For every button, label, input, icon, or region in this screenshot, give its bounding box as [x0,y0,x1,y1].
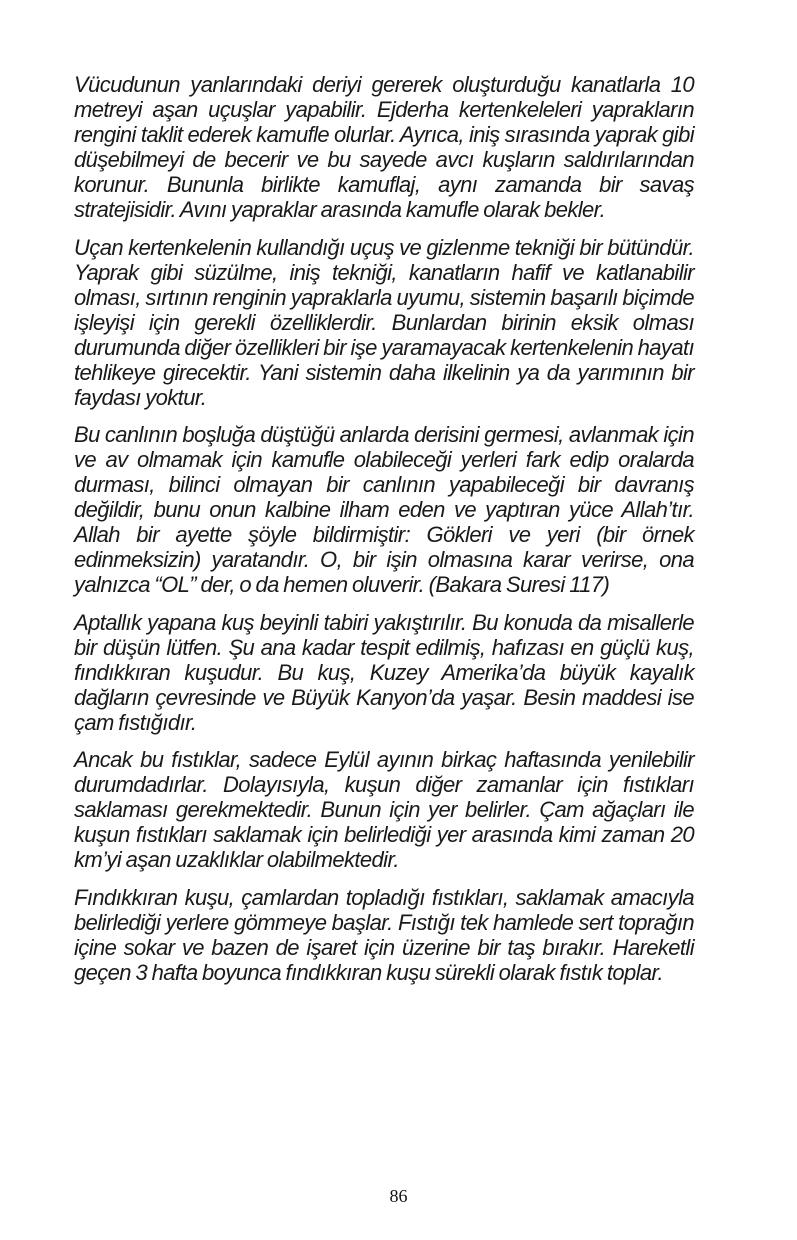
paragraph-nutcracker-intro: Aptallık yapana kuş beyinli tabiri yakıştırılır. Bu konuda da misallerle bir düşün lütfen. Şu ana kadar tespit edilmiş, hafızası en güçlü kuş, fındıkkıran kuşudur. Bu kuş, Kuzey Amerika’da büyük kayalık dağların çevresinde ve Büyük Kanyon’da yaşar. Besin maddesi ise çam fıstığıdır. [74,609,694,735]
paragraph-creation-verse: Bu canlının boşluğa düştüğü anlarda derisini germesi, avlanmak için ve av olmamak için kamufle olabileceği yerleri fark edip oralarda durması, bilinci olmayan bir canlının yapabileceği bir davranış değildir, bunu onun kalbine ilham eden ve yaptıran yüce Allah’tır. Allah bir ayette şöyle bildirmiştir: Gökleri ve yeri (bir örnek edinmeksizin) yaratandır. O, bir işin olmasına karar verirse, ona yalnızca “OL” der, o da hemen oluverir. (Bakara Suresi 117) [74,422,694,597]
page-number: 86 [389,1186,408,1206]
paragraph-nut-burial: Fındıkkıran kuşu, çamlardan topladığı fıstıkları, saklamak amacıyla belirlediği yerlere gömmeye başlar. Fıstığı tek hamlede sert toprağın içine sokar ve bazen de işaret için üzerine bir taş bırakır. Hareketli geçen 3 hafta boyunca fındıkkıran kuşu sürekli olarak fıstık toplar. [74,884,694,985]
paragraph-flying-technique: Uçan kertenkelenin kullandığı uçuş ve gizlenme tekniği bir bütündür. Yaprak gibi süzülme, iniş tekniği, kanatların hafif ve katlanabilir olması, sırtının renginin yapraklarla uyumu, sistemin başarılı biçimde işleyişi için gerekli özelliklerdir. Bunlardan birinin eksik olması durumunda diğer özellikleri bir işe yaramayacak kertenkelenin hayatı tehlikeye girecektir. Yani sistemin daha ilkelinin ya da yarımının bir faydası yoktur. [74,234,694,410]
paragraph-nut-storage: Ancak bu fıstıklar, sadece Eylül ayının birkaç haftasında yenilebilir durumdadırlar. Dolayısıyla, kuşun diğer zamanlar için fıstıkları saklaması gerekmektedir. Bunun için yer belirler. Çam ağaçları ile kuşun fıstıkları saklamak için belirlediği yer arasında kimi zaman 20 km’yi aşan uzaklıklar olabilmektedir. [74,747,694,872]
page-body [74,72,694,997]
paragraph-flying-lizard-wings: Vücudunun yanlarındaki deriyi gererek oluşturduğu kanatlarla 10 metreyi aşan uçuşlar yapabilir. Ejderha kertenkeleleri yaprakların rengini taklit ederek kamufle olurlar. Ayrıca, iniş sırasında yaprak gibi düşebilmeyi de becerir ve bu sayede avcı kuşların saldırılarından korunur. Bununla birlikte kamuflaj, aynı zamanda bir savaş stratejisidir. Avını yapraklar arasında kamufle olarak bekler. [74,72,694,222]
